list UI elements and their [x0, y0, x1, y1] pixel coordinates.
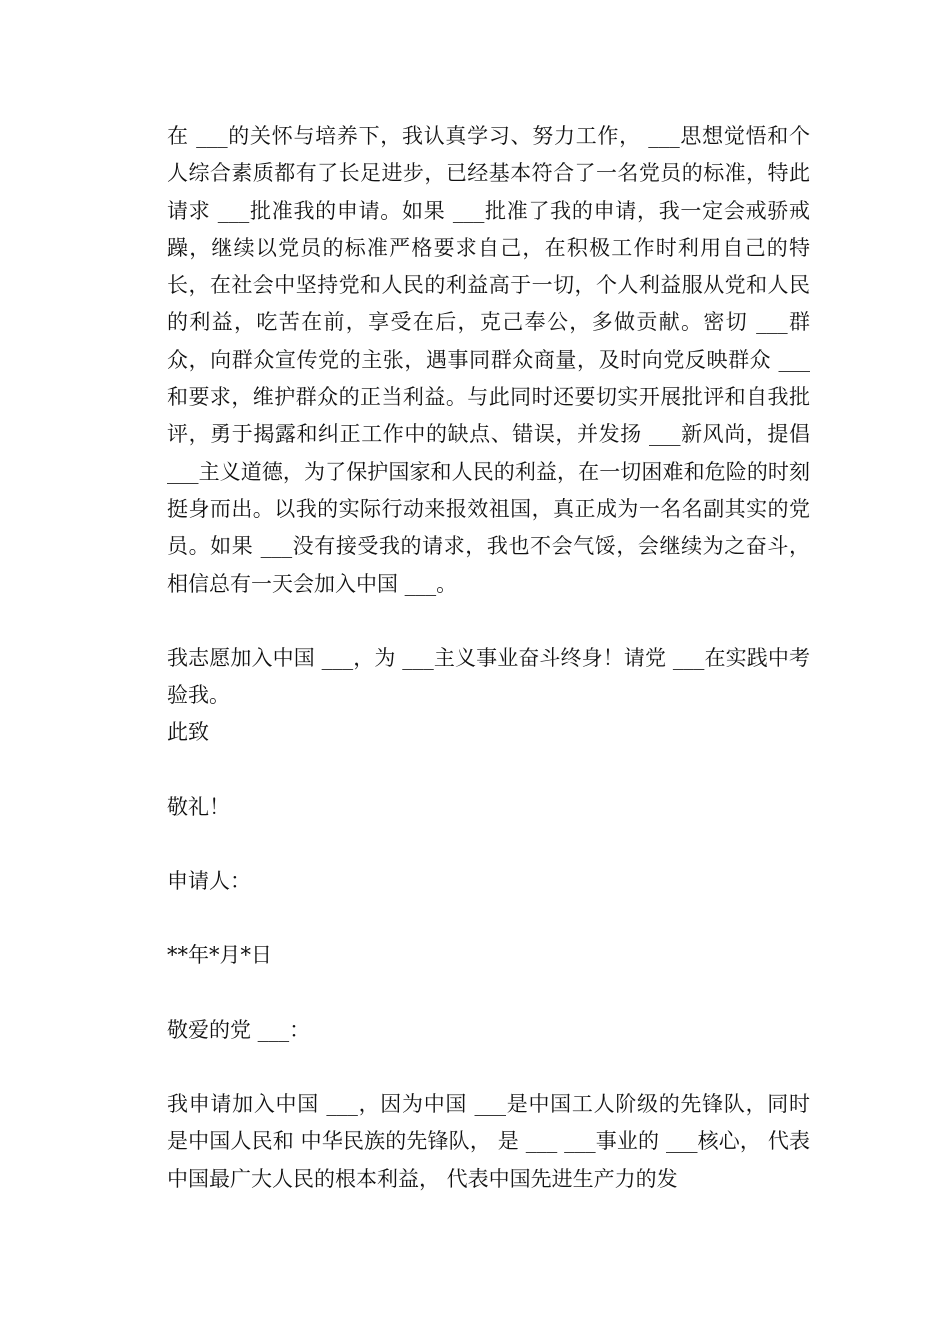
applicant-label: 申请人： [167, 869, 251, 894]
salutation: 敬爱的党 ___： [167, 1017, 311, 1042]
closing-line-ci-zhi: 此致 [167, 720, 209, 745]
application-paragraph-3: 我申请加入中国 ___，因为中国 ___是中国工人阶级的先锋队，同时是中国人民和 中华民族的先锋队， 是 ___ ___事业的 ___核心， 代表中国最广大人民的根本利益， 代表中国先进生产力的发 [167, 1091, 810, 1191]
document-body [145, 118, 810, 1198]
application-paragraph-1: 在 ___的关怀与培养下，我认真学习、努力工作， ___思想觉悟和个人综合素质都有了长足进步，已经基本符合了一名党员的标准，特此请求 ___批准我的申请。如果 ___批准了我的申请，我一定会戒骄戒躁，继续以党员的标准严格要求自己，在积极工作时利用自己的特长，在社会中坚持党和人民的利益高于一切，个人利益服从党和人民的利益，吃苦在前，享受在后，克己奉公，多做贡献。密切 ___群众，向群众宣传党的主张，遇事同群众商量，及时向党反映群众 ___和要求，维护群众的正当利益。与此同时还要切实开展批评和自我批评，勇于揭露和纠正工作中的缺点、错误，并发扬 ___新风尚，提倡 ___主义道德，为了保护国家和人民的利益，在一切困难和危险的时刻挺身而出。以我的实际行动来报效祖国，真正成为一名名副其实的党员。如果 ___没有接受我的请求，我也不会气馁，会继续为之奋斗，相信总有一天会加入中国 ___。 [167, 124, 810, 596]
application-paragraph-2: 我志愿加入中国 ___，为 ___主义事业奋斗终身！请党 ___在实践中考验我。 [167, 645, 810, 708]
date-line: **年*月*日 [167, 943, 272, 968]
closing-line-jing-li: 敬礼！ [167, 794, 230, 819]
